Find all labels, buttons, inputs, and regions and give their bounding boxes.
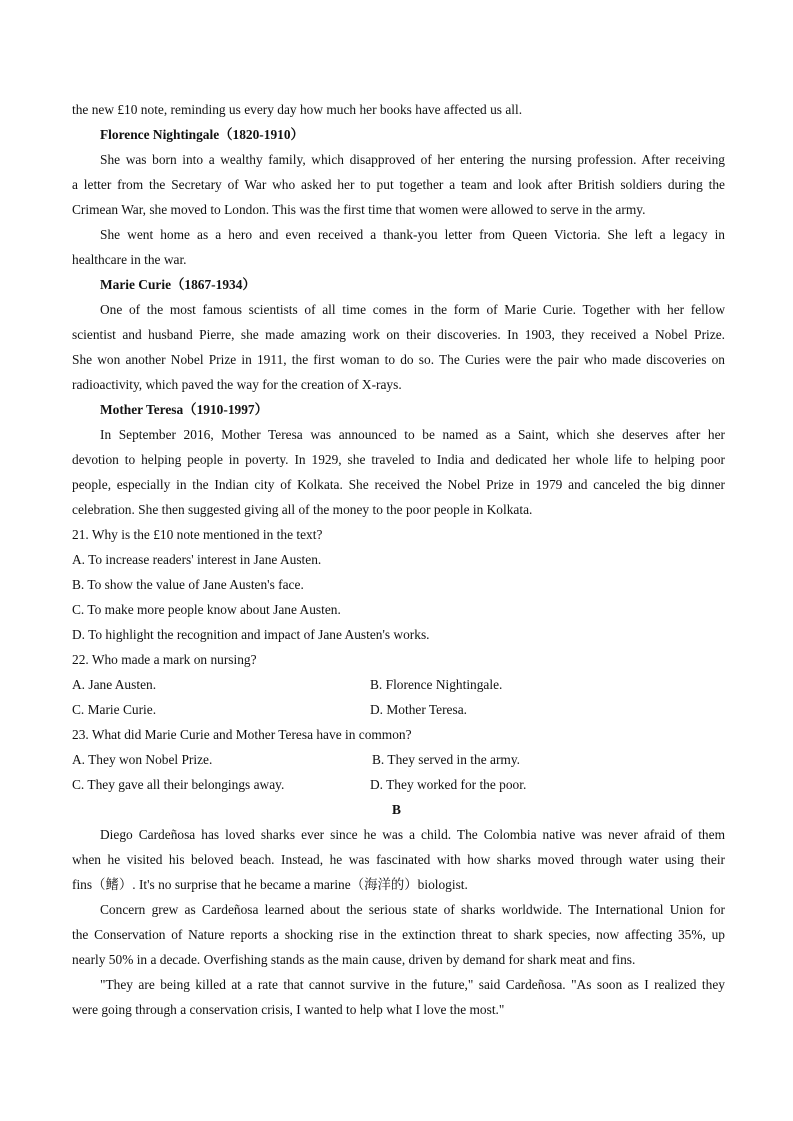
paragraph-line: healthcare in the war. [72, 252, 187, 267]
question-21-stem: 21. Why is the £10 note mentioned in the text? [72, 527, 323, 542]
paragraph-line: devotion to helping people in poverty. In 1929, she traveled to India and dedicated her whole life to helping poor [72, 452, 725, 467]
question-22-option-b: B. Florence Nightingale. [370, 677, 503, 692]
question-21-option-c: C. To make more people know about Jane Austen. [72, 602, 341, 617]
question-23-option-a: A. They won Nobel Prize. [72, 752, 213, 767]
paragraph-line: a letter from the Secretary of War who asked her to put together a team and look after British soldiers during the [72, 177, 725, 192]
paragraph-line: She went home as a hero and even received a thank-you letter from Queen Victoria. She left a legacy in [100, 227, 725, 242]
paragraph-line: Crimean War, she moved to London. This was the first time that women were allowed to serve in the army. [72, 202, 646, 217]
paragraph-line: the Conservation of Nature reports a shocking rise in the extinction threat to shark species, now affecting 35%, up [72, 927, 725, 942]
section-heading-teresa: Mother Teresa（1910-1997） [100, 402, 268, 417]
section-heading-nightingale: Florence Nightingale（1820-1910） [100, 127, 304, 142]
paragraph-line: Concern grew as Cardeñosa learned about the serious state of sharks worldwide. The International Union for [100, 902, 725, 917]
section-b-label: B [392, 802, 401, 817]
question-23-option-c: C. They gave all their belongings away. [72, 777, 285, 792]
paragraph-line: the new £10 note, reminding us every day how much her books have affected us all. [72, 102, 523, 117]
question-23-option-d: D. They worked for the poor. [370, 777, 527, 792]
paragraph-line: fins（鳍）. It's no surprise that he became a marine（海洋的）biologist. [72, 877, 468, 892]
paragraph-line: radioactivity, which paved the way for the creation of X-rays. [72, 377, 402, 392]
paragraph-line: She won another Nobel Prize in 1911, the first woman to do so. The Curies were the pair who made discoveries on [72, 352, 725, 367]
paragraph-line: One of the most famous scientists of all time comes in the form of Marie Curie. Together with her fellow [100, 302, 725, 317]
paragraph-line: nearly 50% in a decade. Overfishing stands as the main cause, driven by demand for shark meat and fins. [72, 952, 636, 967]
paragraph-line: celebration. She then suggested giving all of the money to the poor people in Kolkata. [72, 502, 533, 517]
paragraph-line: In September 2016, Mother Teresa was announced to be named as a Saint, which she deserves after her [100, 427, 725, 442]
question-21-option-b: B. To show the value of Jane Austen's face. [72, 577, 304, 592]
paragraph-line: She was born into a wealthy family, which disapproved of her entering the nursing profession. After receiving [100, 152, 725, 167]
paragraph-line: when he visited his beloved beach. Instead, he was fascinated with how sharks moved through water using their [72, 852, 725, 867]
question-21-option-d: D. To highlight the recognition and impact of Jane Austen's works. [72, 627, 430, 642]
paragraph-line: "They are being killed at a rate that cannot survive in the future," said Cardeñosa. "As soon as I realized they [100, 977, 725, 992]
question-22-stem: 22. Who made a mark on nursing? [72, 652, 257, 667]
paragraph-line: people, especially in the Indian city of Kolkata. She received the Nobel Prize in 1979 and canceled the big dinner [72, 477, 725, 492]
paragraph-line: Diego Cardeñosa has loved sharks ever since he was a child. The Colombia native was never afraid of them [100, 827, 725, 842]
paragraph-line: were going through a conservation crisis, I wanted to help what I love the most." [72, 1002, 505, 1017]
question-23-stem: 23. What did Marie Curie and Mother Teresa have in common? [72, 727, 412, 742]
paragraph-line: scientist and husband Pierre, she made amazing work on their discoveries. In 1903, they received a Nobel Prize. [72, 327, 725, 342]
question-23-option-b: B. They served in the army. [372, 752, 521, 767]
question-22-option-d: D. Mother Teresa. [370, 702, 467, 717]
section-heading-curie: Marie Curie（1867-1934） [100, 277, 256, 292]
question-22-option-c: C. Marie Curie. [72, 702, 157, 717]
question-21-option-a: A. To increase readers' interest in Jane Austen. [72, 552, 322, 567]
question-22-option-a: A. Jane Austen. [72, 677, 157, 692]
